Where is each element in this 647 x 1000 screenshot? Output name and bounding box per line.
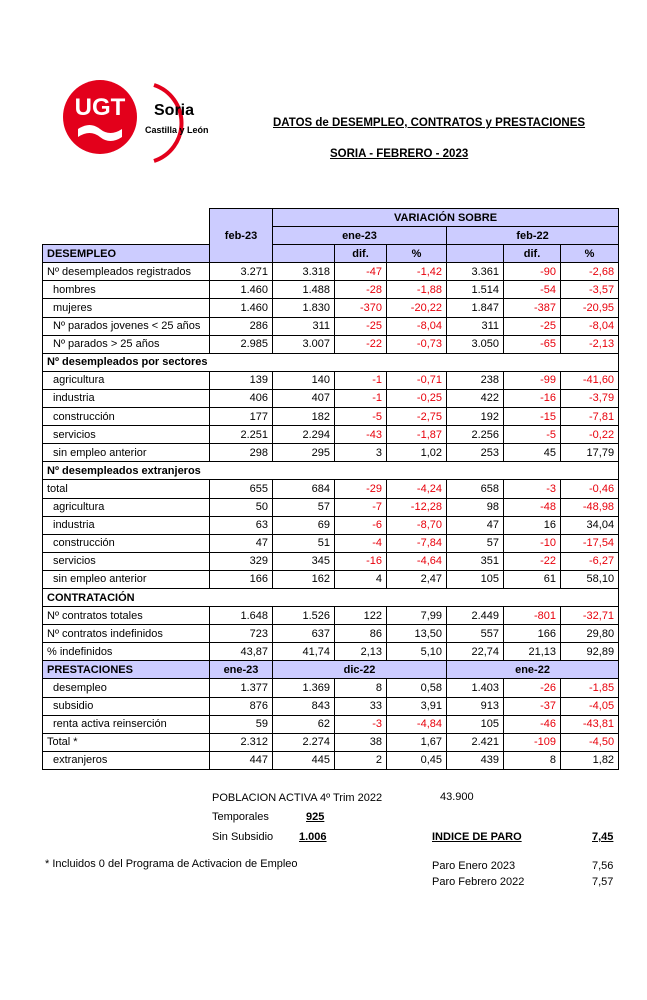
table-cell: 16 [504, 516, 561, 534]
header-row-3 [43, 245, 619, 263]
table-cell: -2,68 [561, 263, 619, 281]
row-label: extranjeros [43, 751, 210, 769]
table-cell: -16 [335, 552, 387, 570]
table-cell: 876 [210, 697, 273, 715]
logo-city: Soria [154, 102, 195, 119]
table-row [43, 317, 619, 335]
row-label: Nº desempleados registrados [43, 263, 210, 281]
table-cell: -4,50 [561, 733, 619, 751]
table-cell: 1.830 [273, 299, 335, 317]
table-cell: 1,02 [387, 444, 447, 462]
table-cell: -26 [504, 679, 561, 697]
row-label: Nº contratos indefinidos [43, 625, 210, 643]
row-label: Nº parados jovenes < 25 años [43, 317, 210, 335]
table-row [43, 715, 619, 733]
table-cell: -6,27 [561, 552, 619, 570]
table-cell: 445 [273, 751, 335, 769]
table-cell: 351 [447, 552, 504, 570]
table-cell: 253 [447, 444, 504, 462]
paro-enero-label: Paro Enero 2023 [432, 860, 516, 872]
row-label: agricultura [43, 498, 210, 516]
table-cell: 105 [447, 570, 504, 588]
row-label: industria [43, 389, 210, 407]
table-cell: 238 [447, 371, 504, 389]
table-cell: -43 [335, 426, 387, 444]
table-cell: 41,74 [273, 643, 335, 661]
table-cell: 447 [210, 751, 273, 769]
table-cell: -8,04 [387, 317, 447, 335]
table-cell: 329 [210, 552, 273, 570]
table-row [43, 263, 619, 281]
table-cell: -0,46 [561, 480, 619, 498]
table-row [43, 751, 619, 769]
col-current-blank [210, 209, 273, 227]
table-cell: -16 [504, 389, 561, 407]
table-cell: -6 [335, 516, 387, 534]
header-row-2 [43, 227, 619, 245]
table-cell: 311 [273, 317, 335, 335]
table-cell: -12,28 [387, 498, 447, 516]
table-row [43, 299, 619, 317]
table-cell: -2,75 [387, 408, 447, 426]
table-cell: 140 [273, 371, 335, 389]
table-row [43, 426, 619, 444]
paro-enero-value: 7,56 [592, 860, 614, 872]
table-cell: 3.361 [447, 263, 504, 281]
table-cell: 2.251 [210, 426, 273, 444]
table-cell: -4,64 [387, 552, 447, 570]
table-cell: 1.460 [210, 299, 273, 317]
table-row [43, 643, 619, 661]
poblacion-label: POBLACION ACTIVA 4º Trim 2022 [212, 792, 383, 804]
table-cell: 63 [210, 516, 273, 534]
logo-arc [154, 85, 182, 161]
table-cell: -0,25 [387, 389, 447, 407]
table-cell: 0,45 [387, 751, 447, 769]
table-cell: -54 [504, 281, 561, 299]
table-cell: 3.271 [210, 263, 273, 281]
table-cell: 2,13 [335, 643, 387, 661]
table-cell: -25 [504, 317, 561, 335]
row-label: % indefinidos [43, 643, 210, 661]
table-cell: -1 [335, 389, 387, 407]
table-cell: 57 [273, 498, 335, 516]
table-cell: -17,54 [561, 534, 619, 552]
table-cell: 43,87 [210, 643, 273, 661]
table-row [43, 516, 619, 534]
table-cell: -4 [335, 534, 387, 552]
table-cell: 1.403 [447, 679, 504, 697]
row-label: servicios [43, 426, 210, 444]
table-cell: -5 [335, 408, 387, 426]
table-cell: 33 [335, 697, 387, 715]
col-current-label: feb-23 [210, 227, 273, 245]
table-cell: 8 [504, 751, 561, 769]
table-cell: 58,10 [561, 570, 619, 588]
section-desempleo: DESEMPLEO [43, 245, 210, 263]
table-cell: 658 [447, 480, 504, 498]
table-cell: -1 [335, 371, 387, 389]
table-cell: 51 [273, 534, 335, 552]
logo-text: UGT [74, 94, 126, 121]
table-cell: 2.421 [447, 733, 504, 751]
row-label: sin empleo anterior [43, 570, 210, 588]
section-prestaciones: PRESTACIONES [43, 661, 210, 679]
table-cell: -32,71 [561, 607, 619, 625]
table-row [43, 607, 619, 625]
variation-header: VARIACIÓN SOBRE [273, 209, 619, 227]
table-cell: -47 [335, 263, 387, 281]
table-cell: 22,74 [447, 643, 504, 661]
table-cell: 38 [335, 733, 387, 751]
table-cell: 192 [447, 408, 504, 426]
table-cell: 286 [210, 317, 273, 335]
table-cell: -1,88 [387, 281, 447, 299]
table-cell: 2.985 [210, 335, 273, 353]
table-cell: -4,24 [387, 480, 447, 498]
prest-a-header: dic-22 [273, 661, 447, 679]
table-row [43, 281, 619, 299]
table-cell: 8 [335, 679, 387, 697]
page-subtitle: SORIA - FEBRERO - 2023 [330, 148, 469, 160]
table-cell: -25 [335, 317, 387, 335]
table-cell: 122 [335, 607, 387, 625]
row-label: desempleo [43, 679, 210, 697]
table-cell: 3.050 [447, 335, 504, 353]
table-cell: -3 [504, 480, 561, 498]
table-cell: 13,50 [387, 625, 447, 643]
table-cell: 4 [335, 570, 387, 588]
table-cell: -10 [504, 534, 561, 552]
table-cell: 17,79 [561, 444, 619, 462]
table-cell: 2.274 [273, 733, 335, 751]
pct-b-header: % [561, 245, 619, 263]
table-cell: 1.526 [273, 607, 335, 625]
paro-febrero-value: 7,57 [592, 876, 614, 888]
table-cell: 2.256 [447, 426, 504, 444]
table-cell: 139 [210, 371, 273, 389]
table-row [43, 389, 619, 407]
table-cell: -29 [335, 480, 387, 498]
header-row-1 [43, 209, 619, 227]
table-row [43, 408, 619, 426]
table-cell: 1.460 [210, 281, 273, 299]
table-cell: -8,04 [561, 317, 619, 335]
table-cell: 637 [273, 625, 335, 643]
table-cell: 913 [447, 697, 504, 715]
section-contratacion: CONTRATACIÓN [43, 588, 619, 606]
table-cell: -7,81 [561, 408, 619, 426]
table-row [43, 697, 619, 715]
table-cell: 29,80 [561, 625, 619, 643]
row-label: agricultura [43, 371, 210, 389]
table-cell: 45 [504, 444, 561, 462]
table-cell: 177 [210, 408, 273, 426]
table-cell: -48 [504, 498, 561, 516]
row-label: renta activa reinserción [43, 715, 210, 733]
row-label: industria [43, 516, 210, 534]
table-cell: 2.312 [210, 733, 273, 751]
table-cell: 1,82 [561, 751, 619, 769]
section-row [43, 462, 619, 480]
row-label: Total * [43, 733, 210, 751]
table-cell: 50 [210, 498, 273, 516]
table-cell: -99 [504, 371, 561, 389]
table-cell: 843 [273, 697, 335, 715]
row-label: servicios [43, 552, 210, 570]
table-cell: 57 [447, 534, 504, 552]
row-label: sin empleo anterior [43, 444, 210, 462]
table-cell: 7,99 [387, 607, 447, 625]
table-row [43, 444, 619, 462]
table-cell: -109 [504, 733, 561, 751]
table-cell: 98 [447, 498, 504, 516]
logo-region: Castilla y León [145, 125, 209, 135]
table-cell: 0,58 [387, 679, 447, 697]
table-cell: -3,79 [561, 389, 619, 407]
table-cell: -0,22 [561, 426, 619, 444]
table-row [43, 570, 619, 588]
table-cell: -48,98 [561, 498, 619, 516]
table-cell: -20,95 [561, 299, 619, 317]
section-row [43, 353, 619, 371]
table-cell: 21,13 [504, 643, 561, 661]
table-cell: 406 [210, 389, 273, 407]
footnote: * Incluidos 0 del Programa de Activacion de Empleo [45, 858, 298, 870]
table-cell: -370 [335, 299, 387, 317]
table-cell: -0,73 [387, 335, 447, 353]
table-cell: -5 [504, 426, 561, 444]
table-cell: 3,91 [387, 697, 447, 715]
table-cell: 2.449 [447, 607, 504, 625]
table-cell: 345 [273, 552, 335, 570]
table-cell: 59 [210, 715, 273, 733]
table-cell: -387 [504, 299, 561, 317]
table-cell: -37 [504, 697, 561, 715]
table-cell: -1,42 [387, 263, 447, 281]
table-cell: -46 [504, 715, 561, 733]
table-cell: 2,47 [387, 570, 447, 588]
table-cell: 47 [210, 534, 273, 552]
table-cell: -2,13 [561, 335, 619, 353]
table-cell: 166 [504, 625, 561, 643]
table-cell: 1.488 [273, 281, 335, 299]
table-cell: 655 [210, 480, 273, 498]
prest-current-header: ene-23 [210, 661, 273, 679]
table-cell: 723 [210, 625, 273, 643]
period-a-header: ene-23 [273, 227, 447, 245]
data-table [42, 208, 619, 770]
table-cell: 62 [273, 715, 335, 733]
table-cell: 3.007 [273, 335, 335, 353]
row-label: mujeres [43, 299, 210, 317]
section-row [43, 588, 619, 606]
table-cell: -22 [335, 335, 387, 353]
table-row [43, 552, 619, 570]
table-cell: 5,10 [387, 643, 447, 661]
table-cell: -1,85 [561, 679, 619, 697]
table-cell: -90 [504, 263, 561, 281]
table-cell: 295 [273, 444, 335, 462]
indice-value: 7,45 [592, 831, 614, 843]
period-b-header: feb-22 [447, 227, 619, 245]
table-cell: 1.369 [273, 679, 335, 697]
table-cell: 61 [504, 570, 561, 588]
table-cell: 311 [447, 317, 504, 335]
table-row [43, 534, 619, 552]
table-cell: -4,05 [561, 697, 619, 715]
table-cell: -41,60 [561, 371, 619, 389]
table-cell: 92,89 [561, 643, 619, 661]
table-cell: -8,70 [387, 516, 447, 534]
table-cell: 34,04 [561, 516, 619, 534]
table-cell: 3.318 [273, 263, 335, 281]
row-label: total [43, 480, 210, 498]
table-cell: -3 [335, 715, 387, 733]
table-row [43, 480, 619, 498]
table-row [43, 335, 619, 353]
table-row [43, 371, 619, 389]
table-cell: -15 [504, 408, 561, 426]
table-row [43, 498, 619, 516]
row-label: Nº contratos totales [43, 607, 210, 625]
section-sectores: Nº desempleados por sectores [43, 353, 619, 371]
row-label: subsidio [43, 697, 210, 715]
sin-subsidio-value: 1.006 [299, 831, 327, 843]
table-cell: -65 [504, 335, 561, 353]
table-cell: 86 [335, 625, 387, 643]
table-row [43, 625, 619, 643]
ugt-soria-logo [62, 75, 242, 165]
pct-a-header: % [387, 245, 447, 263]
page-title: DATOS de DESEMPLEO, CONTRATOS y PRESTACIONES [273, 117, 586, 129]
table-row [43, 679, 619, 697]
table-cell: 162 [273, 570, 335, 588]
indice-label: INDICE DE PARO [432, 831, 522, 843]
paro-febrero-label: Paro Febrero 2022 [432, 876, 525, 888]
table-cell: -43,81 [561, 715, 619, 733]
table-cell: -4,84 [387, 715, 447, 733]
table-cell: 2.294 [273, 426, 335, 444]
table-cell: 3 [335, 444, 387, 462]
row-label: hombres [43, 281, 210, 299]
dif-b-header: dif. [504, 245, 561, 263]
table-cell: 166 [210, 570, 273, 588]
section-row [43, 661, 619, 679]
table-cell: 1.847 [447, 299, 504, 317]
row-label: Nº parados > 25 años [43, 335, 210, 353]
table-row [43, 733, 619, 751]
table-cell: -3,57 [561, 281, 619, 299]
table-cell: 47 [447, 516, 504, 534]
table-cell: -0,71 [387, 371, 447, 389]
sin-subsidio-label: Sin Subsidio [212, 831, 274, 843]
table-cell: 1.648 [210, 607, 273, 625]
table-cell: -7 [335, 498, 387, 516]
table-cell: -1,87 [387, 426, 447, 444]
table-cell: 439 [447, 751, 504, 769]
table-cell: -20,22 [387, 299, 447, 317]
table-cell: -801 [504, 607, 561, 625]
row-label: construcción [43, 534, 210, 552]
table-cell: -28 [335, 281, 387, 299]
table-cell: 1.377 [210, 679, 273, 697]
table-cell: 298 [210, 444, 273, 462]
table-cell: 557 [447, 625, 504, 643]
table-cell: 1,67 [387, 733, 447, 751]
poblacion-value: 43.900 [440, 791, 474, 803]
temporales-label: Temporales [212, 811, 269, 823]
table-cell: -22 [504, 552, 561, 570]
table-cell: 2 [335, 751, 387, 769]
table-cell: 105 [447, 715, 504, 733]
temporales-value: 925 [306, 811, 325, 823]
table-cell: 69 [273, 516, 335, 534]
section-extranjeros: Nº desempleados extranjeros [43, 462, 619, 480]
dif-a-header: dif. [335, 245, 387, 263]
table-cell: 422 [447, 389, 504, 407]
prest-b-header: ene-22 [447, 661, 619, 679]
table-cell: -7,84 [387, 534, 447, 552]
table-cell: 182 [273, 408, 335, 426]
row-label: construcción [43, 408, 210, 426]
table-cell: 1.514 [447, 281, 504, 299]
table-cell: 684 [273, 480, 335, 498]
table-cell: 407 [273, 389, 335, 407]
